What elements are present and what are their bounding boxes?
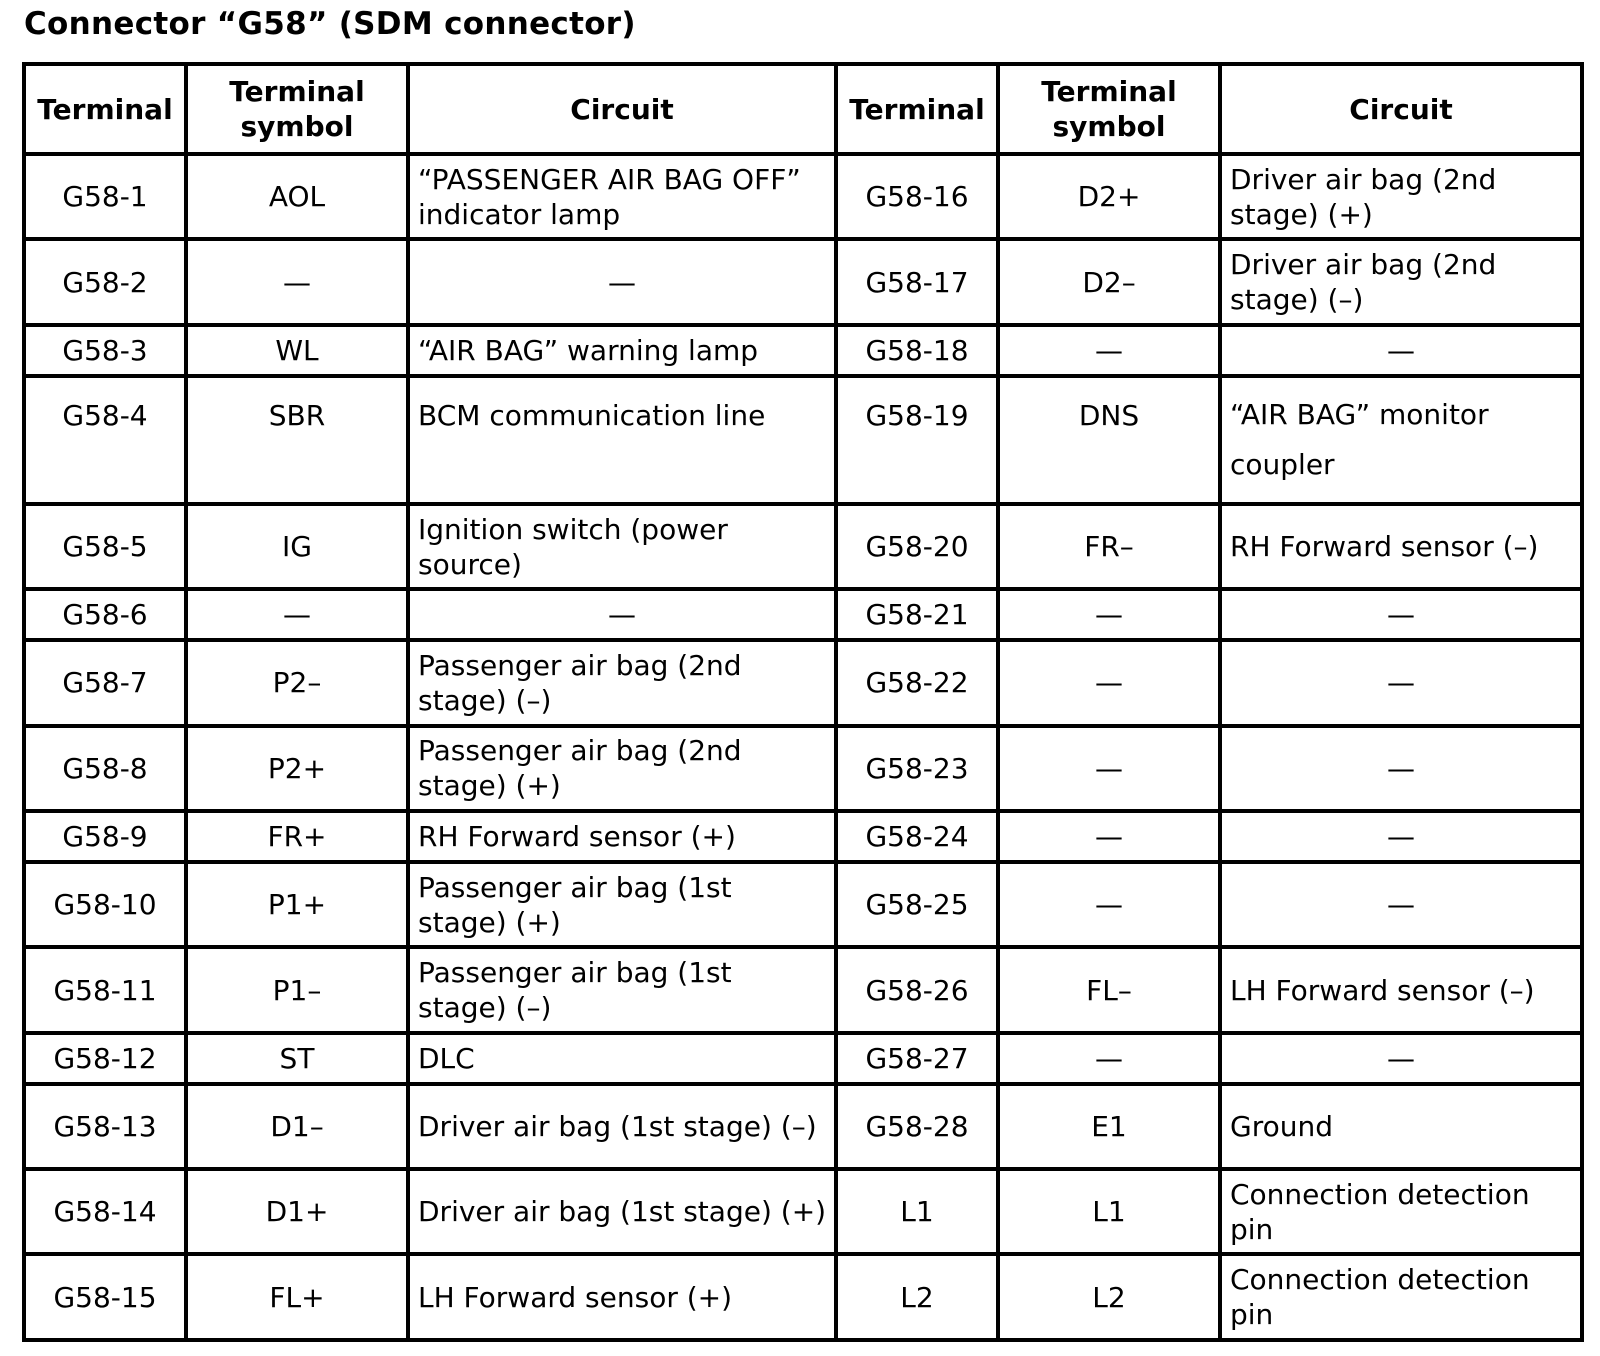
symbol-cell: — [998, 1033, 1220, 1084]
circuit-cell: Ground [1220, 1084, 1582, 1169]
terminal-cell: G58-7 [24, 640, 186, 725]
table-row [24, 589, 1582, 640]
circuit-cell: Ignition switch (power source) [408, 504, 836, 589]
symbol-cell: D1+ [186, 1169, 408, 1254]
header-circuit-right: Circuit [1220, 64, 1582, 154]
circuit-cell: — [1220, 862, 1582, 947]
terminal-cell: G58-28 [836, 1084, 998, 1169]
table-row [24, 726, 1582, 811]
terminal-cell: G58-17 [836, 239, 998, 324]
symbol-cell: FR+ [186, 811, 408, 862]
symbol-cell: P1+ [186, 862, 408, 947]
circuit-cell: Driver air bag (2nd stage) (–) [1220, 239, 1582, 324]
header-row [24, 64, 1582, 154]
symbol-cell: FL+ [186, 1254, 408, 1340]
terminal-cell: G58-6 [24, 589, 186, 640]
table-row [24, 862, 1582, 947]
circuit-cell: RH Forward sensor (–) [1220, 504, 1582, 589]
circuit-cell: BCM communication line [408, 376, 836, 504]
circuit-cell: — [1220, 325, 1582, 376]
symbol-cell: AOL [186, 154, 408, 239]
terminal-cell: G58-4 [24, 376, 186, 504]
symbol-cell: L1 [998, 1169, 1220, 1254]
symbol-cell: IG [186, 504, 408, 589]
terminal-cell: G58-18 [836, 325, 998, 376]
circuit-cell: LH Forward sensor (–) [1220, 947, 1582, 1032]
table-row [24, 1254, 1582, 1340]
symbol-cell: — [998, 325, 1220, 376]
page-title: Connector “G58” (SDM connector) [24, 6, 636, 42]
table-row [24, 1169, 1582, 1254]
symbol-cell: P2+ [186, 726, 408, 811]
circuit-cell: Passenger air bag (1st stage) (+) [408, 862, 836, 947]
symbol-cell: ST [186, 1033, 408, 1084]
symbol-cell: FL– [998, 947, 1220, 1032]
symbol-cell: — [998, 726, 1220, 811]
table-row [24, 1033, 1582, 1084]
symbol-cell: D1– [186, 1084, 408, 1169]
circuit-cell: — [1220, 726, 1582, 811]
circuit-cell: Driver air bag (1st stage) (+) [408, 1169, 836, 1254]
symbol-cell: P2– [186, 640, 408, 725]
circuit-cell: “PASSENGER AIR BAG OFF” indicator lamp [408, 154, 836, 239]
terminal-cell: G58-5 [24, 504, 186, 589]
terminal-cell: G58-14 [24, 1169, 186, 1254]
circuit-cell: — [1220, 811, 1582, 862]
terminal-cell: G58-23 [836, 726, 998, 811]
terminal-cell: G58-10 [24, 862, 186, 947]
symbol-cell: — [186, 589, 408, 640]
terminal-cell: G58-12 [24, 1033, 186, 1084]
terminal-cell: G58-21 [836, 589, 998, 640]
symbol-cell: FR– [998, 504, 1220, 589]
circuit-cell: RH Forward sensor (+) [408, 811, 836, 862]
symbol-cell: P1– [186, 947, 408, 1032]
terminal-cell: G58-11 [24, 947, 186, 1032]
circuit-cell: — [408, 239, 836, 324]
circuit-cell: Connection detection pin [1220, 1254, 1582, 1340]
table-row [24, 947, 1582, 1032]
table-row [24, 811, 1582, 862]
symbol-cell: WL [186, 325, 408, 376]
table-row [24, 325, 1582, 376]
header-terminal-left: Terminal [24, 64, 186, 154]
header-symbol-left: Terminal symbol [186, 64, 408, 154]
table-row [24, 504, 1582, 589]
circuit-cell: — [408, 589, 836, 640]
header-circuit-left: Circuit [408, 64, 836, 154]
symbol-cell: SBR [186, 376, 408, 504]
circuit-cell: Passenger air bag (2nd stage) (–) [408, 640, 836, 725]
table-row [24, 239, 1582, 324]
terminal-cell: G58-8 [24, 726, 186, 811]
table-row [24, 1084, 1582, 1169]
terminal-cell: G58-3 [24, 325, 186, 376]
circuit-cell: — [1220, 640, 1582, 725]
circuit-cell: LH Forward sensor (+) [408, 1254, 836, 1340]
circuit-cell: Driver air bag (2nd stage) (+) [1220, 154, 1582, 239]
symbol-cell: D2– [998, 239, 1220, 324]
terminal-cell: G58-2 [24, 239, 186, 324]
terminal-cell: G58-13 [24, 1084, 186, 1169]
terminal-cell: G58-19 [836, 376, 998, 504]
table-row [24, 640, 1582, 725]
circuit-cell: — [1220, 1033, 1582, 1084]
circuit-cell: DLC [408, 1033, 836, 1084]
circuit-cell: Passenger air bag (2nd stage) (+) [408, 726, 836, 811]
terminal-cell: G58-20 [836, 504, 998, 589]
symbol-cell: — [998, 862, 1220, 947]
connector-pinout-table [22, 62, 1584, 1342]
terminal-cell: L1 [836, 1169, 998, 1254]
terminal-cell: G58-24 [836, 811, 998, 862]
table-row [24, 376, 1582, 504]
table-row [24, 154, 1582, 239]
symbol-cell: E1 [998, 1084, 1220, 1169]
symbol-cell: DNS [998, 376, 1220, 504]
terminal-cell: G58-22 [836, 640, 998, 725]
terminal-cell: G58-9 [24, 811, 186, 862]
circuit-cell: “AIR BAG” warning lamp [408, 325, 836, 376]
terminal-cell: G58-25 [836, 862, 998, 947]
symbol-cell: — [998, 640, 1220, 725]
terminal-cell: L2 [836, 1254, 998, 1340]
symbol-cell: — [998, 811, 1220, 862]
header-terminal-right: Terminal [836, 64, 998, 154]
terminal-cell: G58-16 [836, 154, 998, 239]
circuit-cell: “AIR BAG” monitor coupler [1220, 376, 1582, 504]
header-symbol-right: Terminal symbol [998, 64, 1220, 154]
circuit-cell: Connection detection pin [1220, 1169, 1582, 1254]
symbol-cell: L2 [998, 1254, 1220, 1340]
terminal-cell: G58-27 [836, 1033, 998, 1084]
symbol-cell: — [186, 239, 408, 324]
terminal-cell: G58-15 [24, 1254, 186, 1340]
circuit-cell: — [1220, 589, 1582, 640]
circuit-cell: Driver air bag (1st stage) (–) [408, 1084, 836, 1169]
terminal-cell: G58-26 [836, 947, 998, 1032]
symbol-cell: — [998, 589, 1220, 640]
circuit-cell: Passenger air bag (1st stage) (–) [408, 947, 836, 1032]
terminal-cell: G58-1 [24, 154, 186, 239]
symbol-cell: D2+ [998, 154, 1220, 239]
